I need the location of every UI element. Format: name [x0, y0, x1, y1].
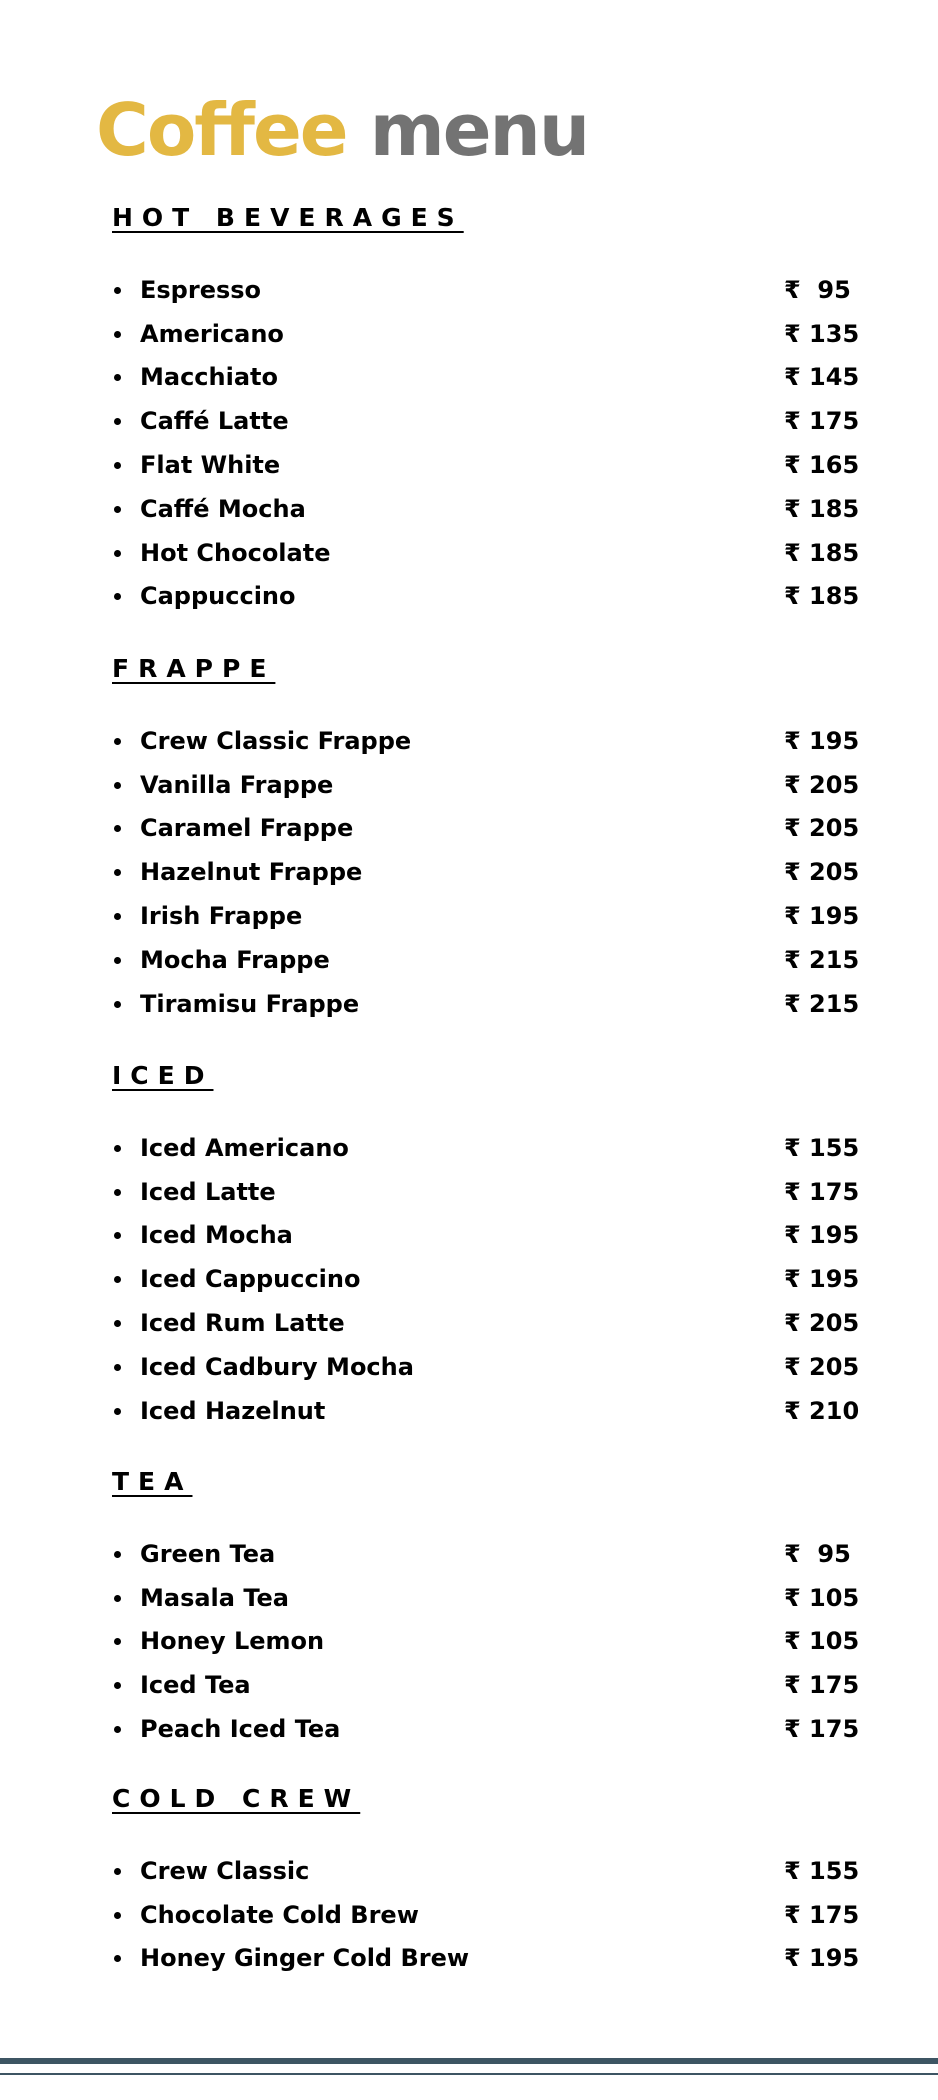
- menu-item: [112, 443, 860, 487]
- item-price: ₹ 95: [784, 1539, 851, 1568]
- item-name: Hazelnut Frappe: [140, 858, 363, 887]
- item-name: Tiramisu Frappe: [140, 989, 360, 1018]
- title-word-menu: menu: [369, 88, 589, 172]
- section-heading: COLD CREW: [112, 1784, 361, 1813]
- menu-item: [112, 982, 860, 1026]
- item-price: ₹ 105: [784, 1583, 860, 1612]
- menu-item: [112, 1257, 860, 1301]
- bullet-icon: [114, 738, 121, 745]
- bullet-icon: [114, 506, 121, 513]
- item-price: ₹ 175: [784, 1671, 860, 1700]
- item-name: Honey Ginger Cold Brew: [140, 1944, 470, 1973]
- bullet-icon: [114, 418, 121, 425]
- menu-item: [112, 763, 860, 807]
- item-name: Caffé Mocha: [140, 494, 306, 523]
- menu-item: [112, 1532, 852, 1576]
- item-name: Chocolate Cold Brew: [140, 1900, 419, 1929]
- item-price: ₹ 185: [784, 494, 860, 523]
- section-iced: [112, 1061, 860, 1433]
- bullet-icon: [114, 1320, 121, 1327]
- item-name: Iced Cadbury Mocha: [140, 1352, 414, 1381]
- menu-item: [112, 1301, 860, 1345]
- item-price: ₹ 135: [784, 319, 860, 348]
- item-name: Iced Hazelnut: [140, 1396, 326, 1425]
- menu-item: [112, 1893, 860, 1937]
- menu-item: [112, 1170, 860, 1214]
- menu-item: [112, 531, 860, 575]
- bullet-icon: [114, 1682, 121, 1689]
- item-price: ₹ 155: [784, 1856, 860, 1885]
- item-price: ₹ 165: [784, 451, 860, 480]
- menu-item: [112, 487, 860, 531]
- menu-item: [112, 1389, 860, 1433]
- item-name: Irish Frappe: [140, 902, 303, 931]
- menu-item: [112, 575, 860, 619]
- menu-title: [96, 88, 589, 172]
- bullet-icon: [114, 1408, 121, 1415]
- item-price: ₹ 205: [784, 858, 860, 887]
- item-list: [112, 1126, 860, 1433]
- item-price: ₹ 215: [784, 989, 860, 1018]
- title-word-coffee: Coffee: [96, 88, 347, 172]
- item-name: Vanilla Frappe: [140, 770, 334, 799]
- item-name: Espresso: [140, 275, 262, 304]
- item-name: Caffé Latte: [140, 407, 289, 436]
- item-name: Masala Tea: [140, 1583, 289, 1612]
- bullet-icon: [114, 957, 121, 964]
- item-price: ₹ 185: [784, 538, 860, 567]
- item-price: ₹ 195: [784, 1221, 860, 1250]
- bullet-icon: [114, 1912, 121, 1919]
- bullet-icon: [114, 1868, 121, 1875]
- item-price: ₹ 195: [784, 1265, 860, 1294]
- menu-item: [112, 894, 860, 938]
- section-frappe: [112, 654, 860, 1026]
- item-price: ₹ 175: [784, 1900, 860, 1929]
- item-name: Green Tea: [140, 1539, 276, 1568]
- menu-item: [112, 268, 852, 312]
- menu-item: [112, 719, 860, 763]
- item-price: ₹ 175: [784, 1177, 860, 1206]
- bullet-icon: [114, 1595, 121, 1602]
- item-price: ₹ 155: [784, 1133, 860, 1162]
- menu-item: [112, 399, 860, 443]
- item-name: Flat White: [140, 451, 281, 480]
- item-name: Peach Iced Tea: [140, 1715, 341, 1744]
- item-name: Cappuccino: [140, 582, 296, 611]
- item-price: ₹ 105: [784, 1627, 860, 1656]
- item-price: ₹ 195: [784, 1944, 860, 1973]
- item-name: Caramel Frappe: [140, 814, 354, 843]
- section-heading: ICED: [112, 1061, 214, 1090]
- section-heading: FRAPPE: [112, 654, 276, 683]
- item-price: ₹ 205: [784, 1309, 860, 1338]
- bullet-icon: [114, 462, 121, 469]
- section-heading: HOT BEVERAGES: [112, 203, 464, 232]
- footer-rule-thin: [0, 2073, 938, 2075]
- menu-item: [112, 1620, 860, 1664]
- item-price: ₹ 215: [784, 945, 860, 974]
- item-name: Americano: [140, 319, 284, 348]
- item-price: ₹ 205: [784, 1352, 860, 1381]
- menu-item: [112, 1345, 860, 1389]
- item-name: Macchiato: [140, 363, 278, 392]
- section-heading: TEA: [112, 1467, 193, 1496]
- bullet-icon: [114, 1145, 121, 1152]
- bullet-icon: [114, 1001, 121, 1008]
- bullet-icon: [114, 1364, 121, 1371]
- bullet-icon: [114, 593, 121, 600]
- bullet-icon: [114, 1726, 121, 1733]
- bullet-icon: [114, 1189, 121, 1196]
- bullet-icon: [114, 374, 121, 381]
- item-price: ₹ 185: [784, 582, 860, 611]
- menu-item: [112, 1707, 860, 1751]
- bullet-icon: [114, 869, 121, 876]
- item-price: ₹ 210: [784, 1396, 860, 1425]
- menu-item: [112, 938, 860, 982]
- item-name: Iced Tea: [140, 1671, 251, 1700]
- item-name: Mocha Frappe: [140, 945, 330, 974]
- menu-item: [112, 1663, 860, 1707]
- item-list: [112, 719, 860, 1026]
- menu-item: [112, 1576, 860, 1620]
- menu-item: [112, 312, 860, 356]
- item-name: Iced Mocha: [140, 1221, 293, 1250]
- item-list: [112, 1532, 860, 1751]
- menu-item: [112, 1849, 860, 1893]
- bullet-icon: [114, 1955, 121, 1962]
- bullet-icon: [114, 782, 121, 789]
- menu-item: [112, 1126, 860, 1170]
- menu-item: [112, 1214, 860, 1258]
- menu-item: [112, 807, 860, 851]
- item-price: ₹ 205: [784, 814, 860, 843]
- item-price: ₹ 145: [784, 363, 860, 392]
- item-list: [112, 1849, 860, 1980]
- item-price: ₹ 195: [784, 902, 860, 931]
- item-price: ₹ 205: [784, 770, 860, 799]
- bullet-icon: [114, 1232, 121, 1239]
- item-price: ₹ 95: [784, 275, 851, 304]
- menu-item: [112, 1937, 860, 1981]
- bullet-icon: [114, 331, 121, 338]
- section-hot-beverages: [112, 203, 860, 618]
- menu-item: [112, 356, 860, 400]
- bullet-icon: [114, 825, 121, 832]
- item-name: Iced Americano: [140, 1133, 349, 1162]
- bullet-icon: [114, 287, 121, 294]
- bullet-icon: [114, 550, 121, 557]
- item-name: Iced Latte: [140, 1177, 276, 1206]
- bullet-icon: [114, 913, 121, 920]
- item-name: Iced Rum Latte: [140, 1309, 345, 1338]
- item-name: Crew Classic: [140, 1856, 310, 1885]
- menu-item: [112, 850, 860, 894]
- item-name: Hot Chocolate: [140, 538, 331, 567]
- footer-rule-thick: [0, 2058, 938, 2064]
- bullet-icon: [114, 1276, 121, 1283]
- bullet-icon: [114, 1638, 121, 1645]
- item-name: Crew Classic Frappe: [140, 726, 412, 755]
- item-list: [112, 268, 860, 618]
- item-price: ₹ 195: [784, 726, 860, 755]
- bullet-icon: [114, 1551, 121, 1558]
- item-name: Iced Cappuccino: [140, 1265, 361, 1294]
- section-cold-crew: [112, 1784, 860, 1980]
- item-price: ₹ 175: [784, 1715, 860, 1744]
- section-tea: [112, 1467, 860, 1751]
- item-price: ₹ 175: [784, 407, 860, 436]
- item-name: Honey Lemon: [140, 1627, 325, 1656]
